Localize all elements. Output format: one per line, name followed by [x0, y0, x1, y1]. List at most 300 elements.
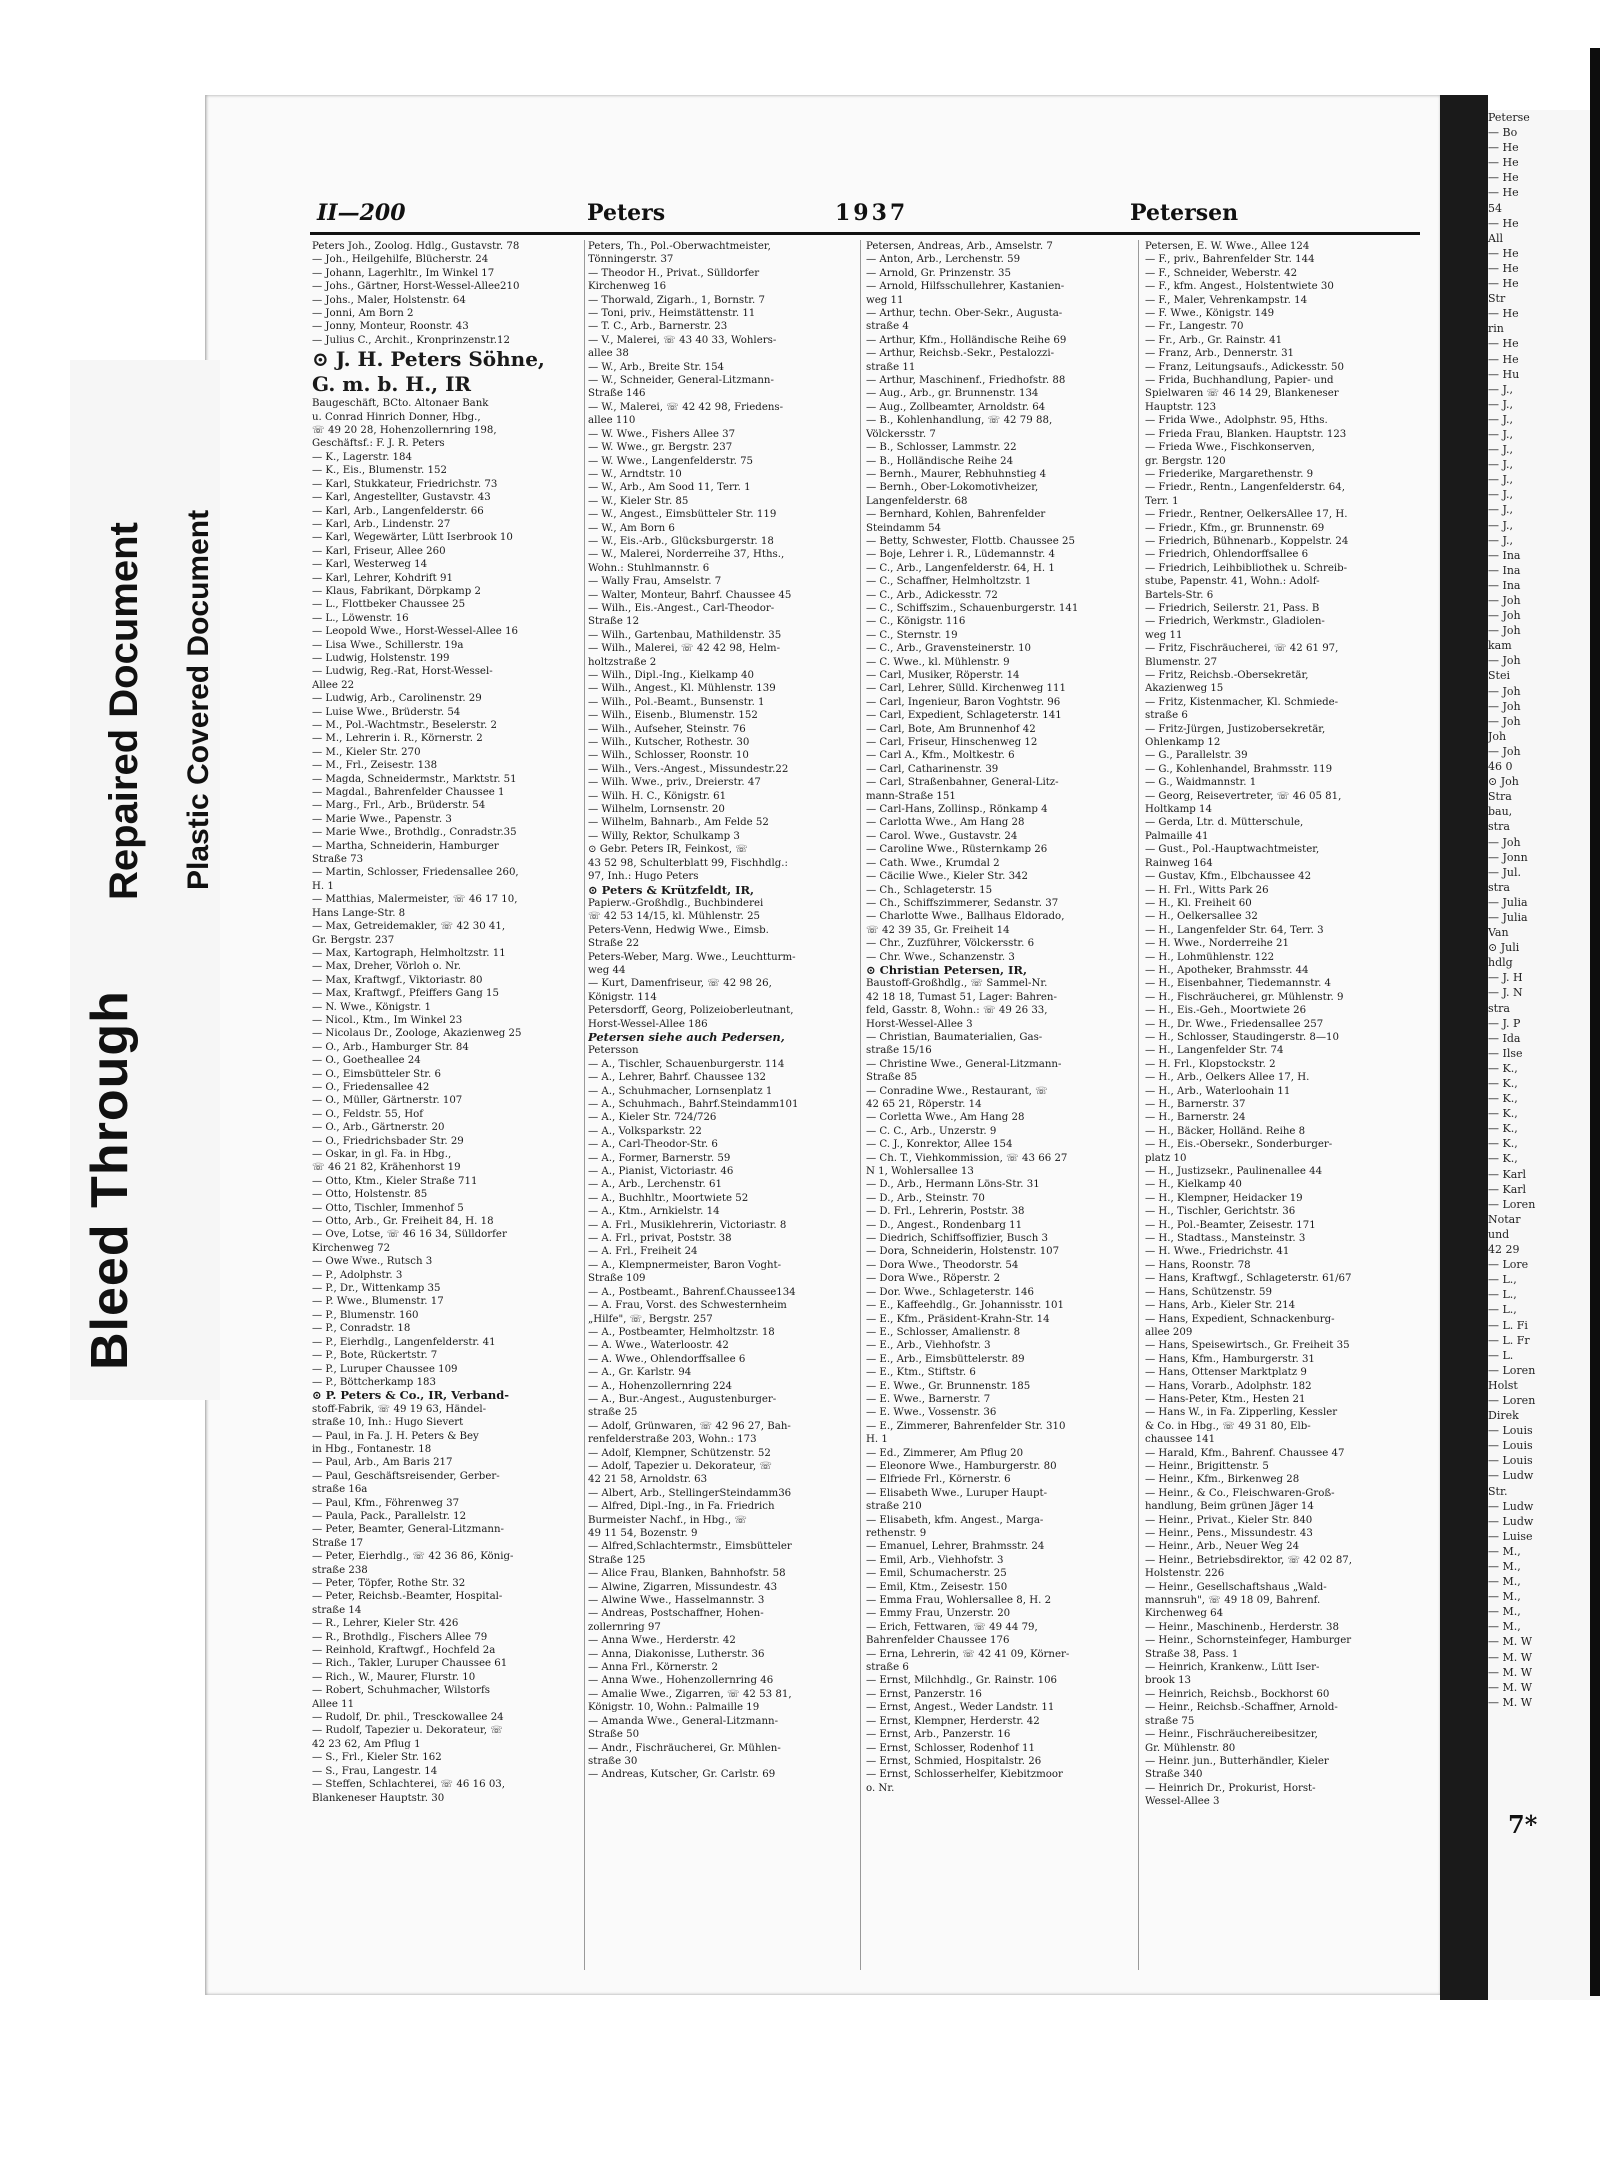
directory-entry: — H., Barnerstr. 24	[1145, 1112, 1246, 1124]
facing-page-line: — L.,	[1488, 1273, 1517, 1287]
directory-entry: — N. Wwe., Königstr. 1	[312, 1001, 431, 1013]
directory-entry: Peters-Weber, Marg. Wwe., Leuchtturm-	[588, 951, 796, 963]
directory-entry: 43 52 98, Schulterblatt 99, Fischhdlg.:	[588, 857, 788, 869]
directory-entry: — Carl-Hans, Zollinsp., Rönkamp 4	[866, 804, 1048, 816]
directory-entry: Straße 50	[588, 1729, 640, 1741]
facing-page-line: — Joh	[1488, 699, 1521, 713]
directory-entry: — H., Arb., Oelkers Allee 17, H.	[1145, 1072, 1310, 1084]
directory-entry: — Friedrich, Bühnenarb., Koppelstr. 24	[1145, 535, 1349, 547]
directory-entry: — Toni, priv., Heimstättenstr. 11	[588, 308, 756, 320]
directory-entry: Straße 38, Pass. 1	[1145, 1648, 1239, 1660]
directory-entry: — Willy, Rektor, Schulkamp 3	[588, 830, 740, 842]
directory-entry: — O., Arb., Gärtnerstr. 20	[312, 1122, 445, 1134]
directory-entry: — Georg, Reisevertreter, ☏ 46 05 81,	[1145, 790, 1342, 802]
directory-entry: — A., Hohenzollernring 224	[588, 1380, 733, 1392]
facing-page-line: — L.,	[1488, 1303, 1517, 1317]
directory-entry: — F., priv., Bahrenfelder Str. 144	[1145, 254, 1315, 266]
directory-entry: — Walter, Monteur, Bahrf. Chaussee 45	[588, 589, 792, 601]
facing-page-line: — Joh	[1488, 835, 1521, 849]
directory-entry: — W., Malerei, Norderreihe 37, Hths.,	[588, 549, 785, 561]
directory-entry: — Fritz, Reichsb.-Obersekretär,	[1145, 670, 1309, 681]
facing-page-line: — M.,	[1488, 1620, 1521, 1634]
directory-entry: Straße 22	[588, 938, 640, 950]
directory-entry: weg 11	[1145, 629, 1183, 641]
directory-entry: — Ove, Lotse, ☏ 46 16 34, Sülldorfer	[312, 1229, 507, 1241]
directory-entry: — Arthur, Reichsb.-Sekr., Pestalozzi-	[866, 348, 1055, 360]
facing-page-line: — K.,	[1488, 1122, 1518, 1136]
facing-page-line: — Ina	[1488, 578, 1521, 592]
directory-entry: — G., Parallelstr. 39	[1145, 750, 1248, 762]
directory-entry: — F., Schneider, Weberstr. 42	[1145, 267, 1298, 279]
directory-entry: — Paula, Pack., Parallelstr. 12	[312, 1510, 467, 1522]
directory-entry: — Carlotta Wwe., Am Hang 28	[866, 817, 1025, 829]
facing-page-line: — M.,	[1488, 1605, 1521, 1619]
directory-entry: — Diedrich, Schiffsoffizier, Busch 3	[866, 1233, 1049, 1245]
facing-page-line: — L. Fr	[1488, 1333, 1530, 1347]
directory-entry: — Ernst, Klempner, Herderstr. 42	[866, 1715, 1040, 1727]
directory-entry: — Dora Wwe., Theodorstr. 54	[866, 1259, 1019, 1271]
directory-column-3	[866, 240, 1139, 1970]
directory-entry: — Carl, Ingenieur, Baron Voghtstr. 96	[866, 696, 1061, 708]
facing-page-line: — He	[1488, 156, 1519, 170]
directory-entry: Kirchenweg 16	[588, 281, 667, 293]
facing-page-line: — M.,	[1488, 1560, 1521, 1573]
directory-entry: — Boje, Lehrer i. R., Lüdemannstr. 4	[866, 549, 1055, 561]
directory-entry: — O., Eimsbütteler Str. 6	[312, 1068, 441, 1080]
directory-entry: — H., Eis.-Obersekr., Sonderburger-	[1145, 1139, 1333, 1151]
directory-entry: — C., Sternstr. 19	[866, 629, 958, 641]
facing-page-line: — M. W	[1488, 1650, 1533, 1664]
directory-entry: — P., Adolphstr. 3	[312, 1269, 403, 1281]
facing-page-line: — Louis	[1488, 1424, 1533, 1438]
directory-entry: — Adolf, Grünwaren, ☏ 42 96 27, Bah-	[588, 1420, 791, 1432]
facing-page-line: — J.,	[1488, 518, 1514, 532]
directory-entry: mannsruh", ☏ 49 18 09, Bahrenf.	[1145, 1595, 1321, 1607]
directory-entry: — A., Schuhmacher, Lornsenplatz 1	[588, 1085, 773, 1097]
directory-entry: — A. Wwe., Ohlendorffsallee 6	[588, 1353, 746, 1365]
directory-entry: — Ed., Zimmerer, Am Pflug 20	[866, 1447, 1024, 1459]
plastic-covered-label: Plastic Covered Document	[182, 509, 215, 890]
directory-entry: 42 18 18, Tumast 51, Lager: Bahren-	[866, 991, 1057, 1003]
directory-entry: — Gerda, Ltr. d. Mütterschule,	[1145, 817, 1304, 829]
facing-page-line: — J.,	[1488, 488, 1514, 502]
directory-entry: — Magda, Schneidermstr., Marktstr. 51	[312, 773, 517, 785]
directory-entry: — Heinr., Betriebsdirektor, ☏ 42 02 87,	[1145, 1554, 1353, 1566]
directory-entry: — A., Pianist, Victoriastr. 46	[588, 1166, 734, 1178]
directory-entry: — T. C., Arb., Barnerstr. 23	[588, 321, 728, 333]
directory-entry: renfelderstraße 203, Wohn.: 173	[588, 1434, 757, 1446]
directory-entry: Kirchenweg 72	[312, 1242, 391, 1254]
directory-entry: — Emma Frau, Wohlersallee 8, H. 2	[866, 1595, 1052, 1607]
directory-entry: — M., Lehrerin i. R., Körnerstr. 2	[312, 733, 483, 745]
directory-entry: Königstr. 114	[588, 991, 657, 1003]
facing-page-line: — He	[1488, 261, 1519, 275]
directory-entry: — Franz, Leitungsaufs., Adickesstr. 50	[1145, 361, 1344, 373]
directory-entry: — Fr., Arb., Gr. Rainstr. 41	[1145, 334, 1283, 346]
directory-entry: straße 11	[866, 361, 916, 373]
facing-page-line: — Ida	[1488, 1031, 1521, 1045]
directory-entry: straße 210	[866, 1501, 922, 1513]
directory-entry: in Hbg., Fontanestr. 18	[312, 1443, 432, 1455]
directory-column-1	[312, 240, 585, 1970]
directory-entry: — W., Am Born 6	[588, 522, 675, 534]
directory-entry: — Karl, Lehrer, Kohdrift 91	[312, 572, 453, 584]
directory-entry: — A., Former, Barnerstr. 59	[588, 1152, 731, 1164]
directory-entry: Gr. Mühlenstr. 80	[1145, 1742, 1236, 1754]
facing-page-line: — Loren	[1488, 1393, 1536, 1407]
directory-entry: — E., Arb., Viehhofstr. 3	[866, 1340, 991, 1352]
facing-page-line: rin	[1488, 322, 1504, 336]
facing-page-line: — He	[1488, 307, 1519, 321]
directory-entry: — Wilh., Malerei, ☏ 42 42 98, Helm-	[588, 643, 781, 655]
directory-entry: — B., Kohlenhandlung, ☏ 42 79 88,	[866, 415, 1053, 427]
facing-page-line: — He	[1488, 171, 1519, 185]
directory-entry: — Charlotte Wwe., Ballhaus Eldorado,	[866, 911, 1065, 923]
directory-entry: — W. Wwe., Langenfelderstr. 75	[588, 455, 754, 467]
directory-entry: — Matthias, Malermeister, ☏ 46 17 10,	[312, 894, 518, 906]
directory-entry: Hans Lange-Str. 8	[312, 907, 406, 919]
directory-entry: — C., Arb., Gravensteinerstr. 10	[866, 643, 1032, 655]
directory-entry: — Heinr., Kfm., Birkenweg 28	[1145, 1474, 1300, 1486]
directory-entry: — H., Justizsekr., Paulinenallee 44	[1145, 1166, 1323, 1178]
directory-entry: — W. Wwe., Fishers Allee 37	[588, 428, 736, 440]
scan-margin-top	[0, 0, 1600, 48]
directory-entry: — H. Frl., Klopstockstr. 2	[1145, 1058, 1276, 1070]
facing-page-line: — J.,	[1488, 427, 1514, 441]
directory-entry: — C. J., Konrektor, Allee 154	[866, 1139, 1013, 1151]
directory-entry: — Max, Dreher, Vörloh o. Nr.	[312, 961, 461, 973]
directory-entry: — Emanuel, Lehrer, Brahmsstr. 24	[866, 1541, 1045, 1553]
facing-page-line: — M. W	[1488, 1695, 1533, 1709]
directory-entry: — Bernh., Ober-Lokomotivheizer,	[866, 482, 1039, 494]
page-ref: II—200	[317, 200, 406, 226]
directory-entry: — Carl A., Kfm., Moltkestr. 6	[866, 750, 1015, 762]
directory-entry: — Emmy Frau, Unzerstr. 20	[866, 1608, 1011, 1620]
directory-entry: — Arthur, techn. Ober-Sekr., Augusta-	[866, 308, 1063, 320]
directory-entry: — Aug., Zollbeamter, Arnoldstr. 64	[866, 401, 1046, 413]
directory-entry: straße 25	[588, 1407, 638, 1419]
directory-entry: — E., Ktm., Stiftstr. 6	[866, 1367, 976, 1379]
directory-entry: Straße 340	[1145, 1769, 1203, 1781]
directory-entry: — Gust., Pol.-Hauptwachtmeister,	[1145, 844, 1320, 856]
directory-entry: — Kurt, Damenfriseur, ☏ 42 98 26,	[588, 978, 772, 990]
directory-entry: — H., Langenfelder Str. 64, Terr. 3	[1145, 924, 1324, 936]
facing-page-line: stra	[1488, 820, 1510, 834]
directory-entry: — Heinr., Privat., Kieler Str. 840	[1145, 1514, 1313, 1526]
facing-page-line: — Joh	[1488, 594, 1521, 607]
directory-entry: — S., Frl., Kieler Str. 162	[312, 1752, 442, 1764]
directory-entry: — Alice Frau, Blanken, Bahnhofstr. 58	[588, 1568, 786, 1580]
directory-entry: — Max, Kartograph, Helmholtzstr. 11	[312, 947, 506, 959]
directory-entry: u. Conrad Hinrich Donner, Hbg.,	[312, 411, 481, 423]
directory-entry: — Karl, Westerweg 14	[312, 559, 428, 571]
directory-entry: — Wilh., Pol.-Beamt., Bunsenstr. 1	[588, 696, 765, 708]
facing-page-line: — He	[1488, 352, 1519, 366]
directory-entry: — Oskar, in gl. Fa. in Hbg.,	[312, 1149, 452, 1160]
directory-entry: — E., Kaffeehdlg., Gr. Johannisstr. 101	[866, 1300, 1064, 1312]
directory-entry: — H., Eis.-Geh., Moortwiete 26	[1145, 1005, 1307, 1017]
directory-entry: — Hans, Speisewirtsch., Gr. Freiheit 35	[1145, 1340, 1350, 1352]
facing-page-line: Stra	[1488, 790, 1512, 804]
directory-entry: 42 21 58, Arnoldstr. 63	[588, 1474, 708, 1486]
directory-entry: — Carol. Wwe., Gustavstr. 24	[866, 830, 1018, 842]
facing-page-line: — Ina	[1488, 563, 1521, 577]
directory-entry: — Friedrich, Ohlendorffsallee 6	[1145, 549, 1309, 561]
facing-page-line: — He	[1488, 277, 1519, 291]
directory-entry: — Wilh. Wwe., priv., Dreierstr. 47	[588, 777, 761, 789]
directory-entry: straße 14	[312, 1604, 362, 1616]
directory-entry: — Hans, Vorarb., Adolphstr. 182	[1145, 1380, 1312, 1392]
directory-entry: — E., Zimmerer, Bahrenfelder Str. 310	[866, 1420, 1066, 1432]
directory-entry: ⊙ Christian Petersen, IR,	[866, 963, 1027, 977]
facing-page-line: kam	[1488, 639, 1512, 653]
directory-entry: — Nicolaus Dr., Zoologe, Akazienweg 25	[312, 1028, 522, 1040]
directory-entry: — Harald, Kfm., Bahrenf. Chaussee 47	[1145, 1447, 1345, 1459]
directory-entry: ⊙ Gebr. Peters IR, Feinkost, ☏	[588, 844, 748, 856]
directory-entry: ⊙ Peters & Krützfeldt, IR,	[588, 883, 755, 897]
directory-entry: — A., Schuhmach., Bahrf.Steindamm101	[588, 1099, 799, 1110]
directory-entry: — Carl, Friseur, Hinschenweg 12	[866, 737, 1038, 749]
bleed-through-label: Bleed Through	[81, 990, 139, 1370]
directory-entry: — Marie Wwe., Papenstr. 3	[312, 813, 452, 825]
directory-entry: Papierw.-Großhdlg., Buchbinderei	[588, 897, 764, 909]
directory-entry: — D., Angest., Rondenbarg 11	[866, 1219, 1023, 1231]
facing-page-line: Notar	[1488, 1212, 1521, 1226]
directory-entry: — H., Bäcker, Holländ. Reihe 8	[1145, 1125, 1306, 1137]
facing-page-line: — He	[1488, 337, 1519, 351]
directory-entry: — Ernst, Angest., Weder Landstr. 11	[866, 1702, 1055, 1714]
directory-entry: Ohlenkamp 12	[1145, 737, 1221, 749]
directory-entry: — Dor. Wwe., Schlageterstr. 146	[866, 1286, 1035, 1298]
directory-entry: — Marie Wwe., Brothdlg., Conradstr.35	[312, 827, 517, 839]
directory-entry: — Joh., Heilgehilfe, Blücherstr. 24	[312, 254, 489, 266]
directory-entry: — W., Arb., Breite Str. 154	[588, 361, 725, 373]
directory-entry: — H., Kl. Freiheit 60	[1145, 897, 1252, 909]
directory-entry: — P., Böttcherkamp 183	[312, 1376, 437, 1388]
facing-page-line: — L. Fi	[1488, 1318, 1528, 1332]
directory-entry: — Otto, Ktm., Kieler Straße 711	[312, 1175, 478, 1187]
directory-entry: Wohn.: Stuhlmannstr. 6	[588, 562, 710, 574]
directory-entry: weg 44	[588, 964, 626, 976]
directory-entry: Geschäftsf.: F. J. R. Peters	[312, 438, 445, 450]
directory-entry: Peters Joh., Zoolog. Hdlg., Gustavstr. 78	[312, 241, 520, 252]
directory-entry: — H., Stadtass., Mansteinstr. 3	[1145, 1233, 1306, 1245]
directory-entry: — Elisabeth, kfm. Angest., Marga-	[866, 1514, 1044, 1526]
directory-entry: — Heinr., Pens., Missundestr. 43	[1145, 1528, 1313, 1539]
directory-entry: — Friedr., Kfm., gr. Brunnenstr. 69	[1145, 522, 1325, 534]
directory-entry: — D. Frl., Lehrerin, Poststr. 38	[866, 1206, 1025, 1218]
directory-entry: Allee 11	[312, 1698, 355, 1710]
facing-page-line: — Joh	[1488, 714, 1521, 728]
facing-page-line: — M. W	[1488, 1665, 1533, 1679]
facing-page-line: — K.,	[1488, 1137, 1518, 1151]
facing-page-line: — He	[1488, 141, 1519, 155]
directory-entry: — Carl, Bote, Am Brunnenhof 42	[866, 723, 1036, 735]
directory-entry: — Frida, Buchhandlung, Papier- und	[1145, 375, 1334, 387]
directory-entry: — W. Wwe., gr. Bergstr. 237	[588, 442, 733, 454]
facing-page-line: — J.,	[1488, 458, 1514, 472]
facing-page-line: — K.,	[1488, 1092, 1518, 1106]
directory-entry: — Franz, Arb., Dennerstr. 31	[1145, 348, 1295, 360]
directory-entry: — H., Oelkersallee 32	[1145, 911, 1258, 923]
facing-page-line: — Loren	[1488, 1363, 1536, 1377]
directory-entry: — Cäcilie Wwe., Kieler Str. 342	[866, 871, 1029, 883]
directory-entry: — Ch., Schiffszimmerer, Sedanstr. 37	[866, 897, 1059, 909]
directory-entry: — Wilh., Gartenbau, Mathildenstr. 35	[588, 629, 782, 641]
facing-page-line: — Julia	[1488, 910, 1528, 924]
directory-entry: — P., Bote, Rückertstr. 7	[312, 1350, 438, 1362]
directory-entry: Langenfelderstr. 68	[866, 495, 968, 507]
facing-page-sliver	[1488, 110, 1600, 2000]
facing-page-line: — L.	[1488, 1348, 1514, 1362]
directory-entry: — Amanda Wwe., General-Litzmann-	[588, 1715, 779, 1727]
directory-entry: — Hans W., in Fa. Zipperling, Kessler	[1145, 1407, 1338, 1419]
directory-entry: — B., Holländische Reihe 24	[866, 455, 1014, 467]
directory-entry: zollernring 97	[588, 1621, 661, 1633]
directory-entry: — Anton, Arb., Lerchenstr. 59	[866, 254, 1021, 266]
directory-entry: — Emil, Schumacherstr. 25	[866, 1568, 1007, 1580]
directory-entry: — Alfred, Dipl.-Ing., in Fa. Friedrich	[588, 1501, 775, 1513]
directory-entry: — Ernst, Schlosser, Rodenhof 11	[866, 1742, 1036, 1754]
directory-entry: Petersson	[588, 1045, 639, 1057]
directory-entry: — Thorwald, Zigarh., 1, Bornstr. 7	[588, 294, 765, 306]
directory-entry: — Alwine, Zigarren, Missundestr. 43	[588, 1581, 778, 1593]
directory-entry: — H., Schlosser, Staudingerstr. 8—10	[1145, 1031, 1340, 1043]
directory-entry: „Hilfe", ☏, Bergstr. 257	[588, 1313, 713, 1325]
directory-entry: — Anna, Diakonisse, Lutherstr. 36	[588, 1648, 765, 1660]
facing-page-line: — K.,	[1488, 1077, 1518, 1090]
directory-entry: — Andr., Fischräucherei, Gr. Mühlen-	[588, 1742, 781, 1754]
directory-entry: — Erna, Lehrerin, ☏ 42 41 09, Körner-	[866, 1648, 1070, 1660]
directory-entry: — C., Schiffszim., Schauenburgerstr. 141	[866, 602, 1079, 614]
directory-entry: Völckersstr. 7	[866, 428, 936, 440]
directory-entry: — Peter, Töpfer, Rothe Str. 32	[312, 1578, 466, 1589]
facing-page-line: — Joh	[1488, 609, 1521, 623]
directory-entry: — S., Frau, Langestr. 14	[312, 1765, 438, 1777]
directory-entry: — H., Kielkamp 40	[1145, 1179, 1242, 1191]
directory-entry: — Leopold Wwe., Horst-Wessel-Allee 16	[312, 626, 519, 638]
directory-entry: — Max, Kraftwgf., Pfeiffers Gang 15	[312, 988, 499, 1000]
directory-entry: — Wilh., Schlosser, Roonstr. 10	[588, 750, 749, 762]
directory-entry: — H., Apotheker, Brahmsstr. 44	[1145, 964, 1309, 976]
directory-entry: — A. Frl., Freiheit 24	[588, 1246, 698, 1258]
facing-page-line: — J. P	[1488, 1016, 1521, 1030]
directory-entry: — Ernst, Schmied, Hospitalstr. 26	[866, 1755, 1042, 1767]
directory-entry: — R., Lehrer, Kieler Str. 426	[312, 1618, 459, 1630]
directory-entry: — Martha, Schneiderin, Hamburger	[312, 840, 499, 852]
directory-entry: — Elisabeth Wwe., Luruper Haupt-	[866, 1487, 1048, 1499]
directory-entry: — D., Arb., Steinstr. 70	[866, 1192, 985, 1204]
running-head-right: Petersen	[1130, 200, 1239, 226]
facing-page-line: Str	[1488, 292, 1506, 306]
directory-entry: — Owe Wwe., Rutsch 3	[312, 1256, 433, 1268]
directory-entry: — E. Wwe., Vossenstr. 36	[866, 1407, 997, 1419]
facing-page-line: — J. N	[1488, 986, 1523, 1000]
directory-entry: — Fritz-Jürgen, Justizobersekretär,	[1145, 723, 1326, 735]
directory-entry: — Fritz, Fischräucherei, ☏ 42 61 97,	[1145, 643, 1339, 655]
directory-entry: — Bernh., Maurer, Rebhuhnstieg 4	[866, 468, 1047, 480]
directory-entry: Straße 109	[588, 1273, 646, 1285]
facing-page-line: und	[1488, 1227, 1510, 1241]
directory-entry: — Ernst, Milchhdlg., Gr. Rainstr. 106	[866, 1675, 1058, 1687]
scan-edge-right	[1590, 48, 1600, 1996]
facing-page-line: — Joh	[1488, 624, 1521, 638]
directory-entry: — A. Wwe., Waterloostr. 42	[588, 1340, 729, 1352]
facing-page-line: — K.,	[1488, 1107, 1518, 1121]
directory-entry: Petersen siehe auch Pedersen,	[588, 1030, 785, 1044]
facing-page-number: 7*	[1508, 1810, 1538, 1839]
directory-entry: — P., Eierhdlg., Langenfelderstr. 41	[312, 1336, 496, 1348]
directory-entry: — H. Wwe., Norderreihe 21	[1145, 938, 1290, 950]
directory-entry: — H., Klempner, Heidacker 19	[1145, 1192, 1303, 1204]
facing-page-line: — M.,	[1488, 1544, 1521, 1558]
directory-entry: Straße 17	[312, 1537, 364, 1549]
directory-entry: Hauptstr. 123	[1145, 401, 1217, 413]
directory-entry: — Karl, Wegewärter, Lütt Iserbrook 10	[312, 532, 513, 544]
directory-entry: 97, Inh.: Hugo Peters	[588, 871, 699, 883]
directory-entry: Straße 85	[866, 1072, 918, 1084]
directory-entry: — Heinr., Gesellschaftshaus „Wald-	[1145, 1581, 1327, 1593]
facing-page-line: All	[1488, 231, 1503, 245]
directory-entry: — A., Volksparkstr. 22	[588, 1125, 702, 1137]
directory-entry: ☏ 42 53 14/15, kl. Mühlenstr. 25	[588, 911, 761, 923]
directory-entry: Gr. Bergstr. 237	[312, 934, 395, 946]
repaired-document-label: Repaired Document	[102, 522, 146, 900]
directory-entry: — Max, Kraftwgf., Viktoriastr. 80	[312, 974, 483, 986]
directory-entry: allee 38	[588, 348, 629, 360]
directory-entry: — Rich., W., Maurer, Flurstr. 10	[312, 1671, 476, 1683]
directory-entry: — Paul, Geschäftsreisender, Gerber-	[312, 1470, 500, 1482]
directory-entry: — Caroline Wwe., Rüsternkamp 26	[866, 844, 1048, 856]
directory-entry: — A. Frau, Vorst. des Schwesternheim	[588, 1300, 787, 1312]
directory-entry: — Hans, Expedient, Schnackenburg-	[1145, 1313, 1335, 1325]
directory-entry: Tönningerstr. 37	[588, 254, 674, 266]
directory-entry: — Martin, Schlosser, Friedensallee 260,	[312, 867, 519, 879]
directory-entry: — Frieda Frau, Blanken. Hauptstr. 123	[1145, 428, 1347, 440]
directory-entry: — Friedr., Rentn., Langenfelderstr. 64,	[1145, 482, 1346, 494]
facing-page-line: — K.,	[1488, 1061, 1518, 1075]
facing-page-line: — Ludw	[1488, 1514, 1534, 1528]
directory-entry: — H., Langenfelder Str. 74	[1145, 1045, 1284, 1057]
facing-page-line: — Ludw	[1488, 1469, 1534, 1483]
directory-entry: — Cath. Wwe., Krumdal 2	[866, 857, 1000, 869]
facing-page-line: — He	[1488, 216, 1519, 230]
directory-entry: — Hans, Arb., Kieler Str. 214	[1145, 1300, 1296, 1312]
directory-entry: — Heinrich, Krankenw., Lütt Iser-	[1145, 1662, 1320, 1674]
directory-entry: — Karl, Stukkateur, Friedrichstr. 73	[312, 478, 498, 490]
directory-entry: — Wilh., Dipl.-Ing., Kielkamp 40	[588, 670, 755, 681]
directory-entry: — A., Bur.-Angest., Augustenburger-	[588, 1393, 777, 1405]
directory-entry: — Dora Wwe., Röperstr. 2	[866, 1273, 1001, 1285]
directory-entry: — Chr. Wwe., Schanzenstr. 3	[866, 951, 1015, 963]
directory-entry: — K., Lagerstr. 184	[312, 451, 413, 463]
directory-entry: — Peter, Reichsb.-Beamter, Hospital-	[312, 1591, 503, 1603]
directory-entry: Horst-Wessel-Allee 186	[588, 1018, 708, 1030]
facing-page-line: — M. W	[1488, 1680, 1533, 1694]
directory-entry: — Eleonore Wwe., Hamburgerstr. 80	[866, 1460, 1057, 1472]
directory-entry: — Corletta Wwe., Am Hang 28	[866, 1112, 1025, 1124]
directory-entry: — E., Schlosser, Amalienstr. 8	[866, 1326, 1021, 1338]
directory-entry: N 1, Wohlersallee 13	[866, 1166, 974, 1178]
directory-entry: — Hans, Roonstr. 78	[1145, 1259, 1251, 1271]
facing-page-line: — Lore	[1488, 1258, 1529, 1272]
facing-page-line: ⊙ Joh	[1488, 775, 1519, 789]
directory-entry: — Heinr. jun., Butterhändler, Kieler	[1145, 1755, 1329, 1767]
directory-entry: — Andreas, Postschaffner, Hohen-	[588, 1608, 764, 1620]
directory-entry: — Theodor H., Privat., Sülldorfer	[588, 267, 760, 279]
directory-entry: Terr. 1	[1145, 495, 1179, 507]
directory-entry: — Alfred,Schlachtermstr., Eimsbütteler	[588, 1541, 792, 1553]
